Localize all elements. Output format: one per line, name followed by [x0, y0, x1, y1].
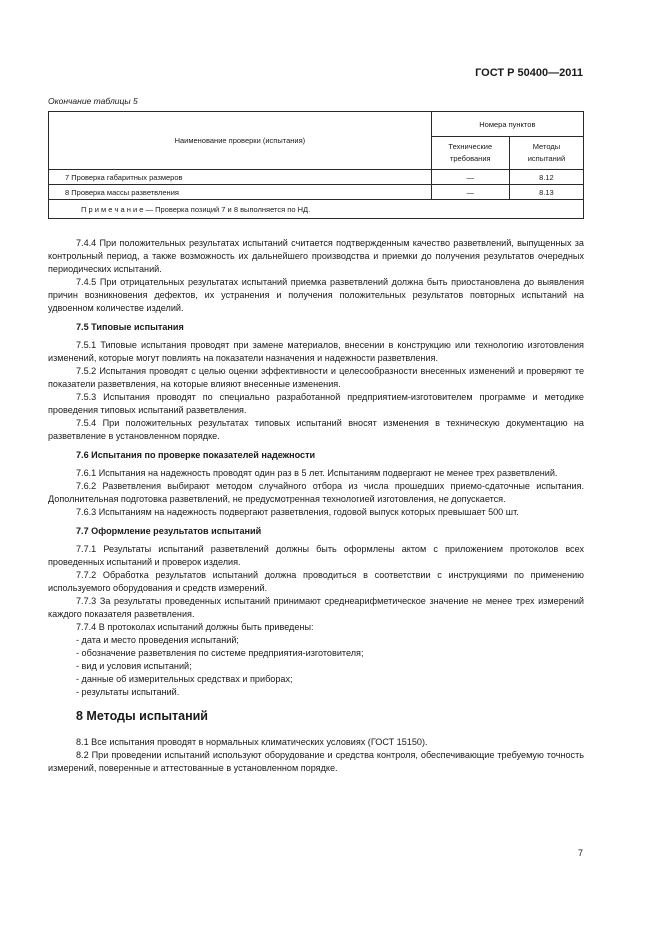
- row-name: 8 Проверка массы разветвления: [49, 185, 432, 200]
- paragraph-7-4-4: 7.4.4 При положительных результатах испытаний считается подтвержденным качество разветвлений, выпущенных за контрольный период, а также возможность их дальнейшего производства и приемки до получения результатов очередных периодических испытаний.: [48, 238, 584, 274]
- list-item: - вид и условия испытаний;: [76, 661, 192, 671]
- list-item: - результаты испытаний.: [76, 687, 180, 697]
- column-header-method: [509, 137, 583, 170]
- list-item: - дата и место проведения испытаний;: [76, 635, 239, 645]
- row-tech: —: [431, 185, 509, 200]
- paragraph-7-5-2: 7.5.2 Испытания проводят с целью оценки эффективности и целесообразности внесенных изменений и проверяют те показатели разветвления, на которые влияют внесенные изменения.: [48, 366, 584, 389]
- paragraph-7-6-3: 7.6.3 Испытаниям на надежность подвергают разветвления, годовой выпуск которых превышает 500 шт.: [76, 507, 519, 517]
- section-heading-7-5: 7.5 Типовые испытания: [76, 322, 184, 332]
- paragraph-7-7-1: 7.7.1 Результаты испытаний разветвлений должны быть оформлены актом с приложением протоколов всех проведенных испытаний и проверок изделия.: [48, 544, 584, 567]
- section-heading-7-7: 7.7 Оформление результатов испытаний: [76, 526, 262, 536]
- table-row: [49, 185, 584, 200]
- paragraph-7-7-2: 7.7.2 Обработка результатов испытаний должна проводиться в соответствии с инструкциями по применению используемого оборудования и средств измерений.: [48, 570, 584, 593]
- paragraph-7-7-4: 7.7.4 В протоколах испытаний должны быть приведены:: [76, 622, 314, 632]
- paragraph-7-6-2: 7.6.2 Разветвления выбирают методом случайного отбора из числа прошедших приемо-сдаточные испытания. Дополнительная подготовка разветвлений, не предусмотренная технологией изготовления, не допускается.: [48, 481, 584, 504]
- list-item: - данные об измерительных средствах и приборах;: [76, 674, 293, 684]
- column-header-tech-line1: Технические: [448, 142, 493, 151]
- paragraph-8-2: 8.2 При проведении испытаний используют оборудование и средства контроля, обеспечивающие требуемую точность измерений, поверенные и аттестованные в установленном порядке.: [48, 750, 584, 773]
- row-method: 8.12: [509, 170, 583, 185]
- list-item: - обозначение разветвления по системе предприятия-изготовителя;: [76, 648, 364, 658]
- page-number: 7: [577, 848, 583, 858]
- column-header-tech-line2: требования: [449, 154, 491, 163]
- row-name: 7 Проверка габаритных размеров: [49, 170, 432, 185]
- column-header-name: Наименование проверки (испытания): [49, 112, 432, 170]
- document-code: ГОСТ Р 50400—2011: [475, 67, 583, 79]
- column-header-method-line2: испытаний: [527, 154, 566, 163]
- table-note: П р и м е ч а н и е — Проверка позиций 7 и 8 выполняется по НД.: [49, 200, 584, 219]
- paragraph-7-4-5: 7.4.5 При отрицательных результатах испытаний приемка разветвлений должна быть приостановлена до выявления причин возникновения дефектов, их устранения и получения положительных результатов повторных испытаний на удвоенном количестве изделий.: [48, 277, 584, 313]
- paragraph-7-7-3: 7.7.3 За результаты проведенных испытаний принимают среднеарифметическое значение не менее трех измерений каждого показателя разветвления.: [48, 596, 584, 619]
- table-caption: Окончание таблицы 5: [48, 96, 138, 106]
- document-body: [48, 237, 584, 775]
- column-header-method-line1: Методы: [532, 142, 561, 151]
- paragraph-7-5-4: 7.5.4 При положительных результатах типовых испытаний вносят изменения в техническую документацию на разветвление в установленном порядке.: [48, 418, 584, 441]
- table-row: [49, 170, 584, 185]
- paragraph-7-5-3: 7.5.3 Испытания проводят по специально разработанной предприятием-изготовителем программе и методике проведения типовых испытаний разветвления.: [48, 392, 584, 415]
- section-heading-7-6: 7.6 Испытания по проверке показателей надежности: [76, 450, 316, 460]
- row-tech: —: [431, 170, 509, 185]
- column-header-tech: [431, 137, 509, 170]
- paragraph-7-6-1: 7.6.1 Испытания на надежность проводят один раз в 5 лет. Испытаниям подвергают не менее трех разветвлений.: [76, 468, 558, 478]
- row-method: 8.13: [509, 185, 583, 200]
- paragraph-7-5-1: 7.5.1 Типовые испытания проводят при замене материалов, внесении в конструкцию или технологию изготовления изменений, которые могут повлиять на показатели назначения и надежности разветвления.: [48, 340, 584, 363]
- paragraph-8-1: 8.1 Все испытания проводят в нормальных климатических условиях (ГОСТ 15150).: [76, 737, 428, 747]
- table-5: [48, 111, 584, 219]
- section-heading-8: 8 Методы испытаний: [76, 709, 208, 723]
- column-group-header: Номера пунктов: [431, 112, 583, 137]
